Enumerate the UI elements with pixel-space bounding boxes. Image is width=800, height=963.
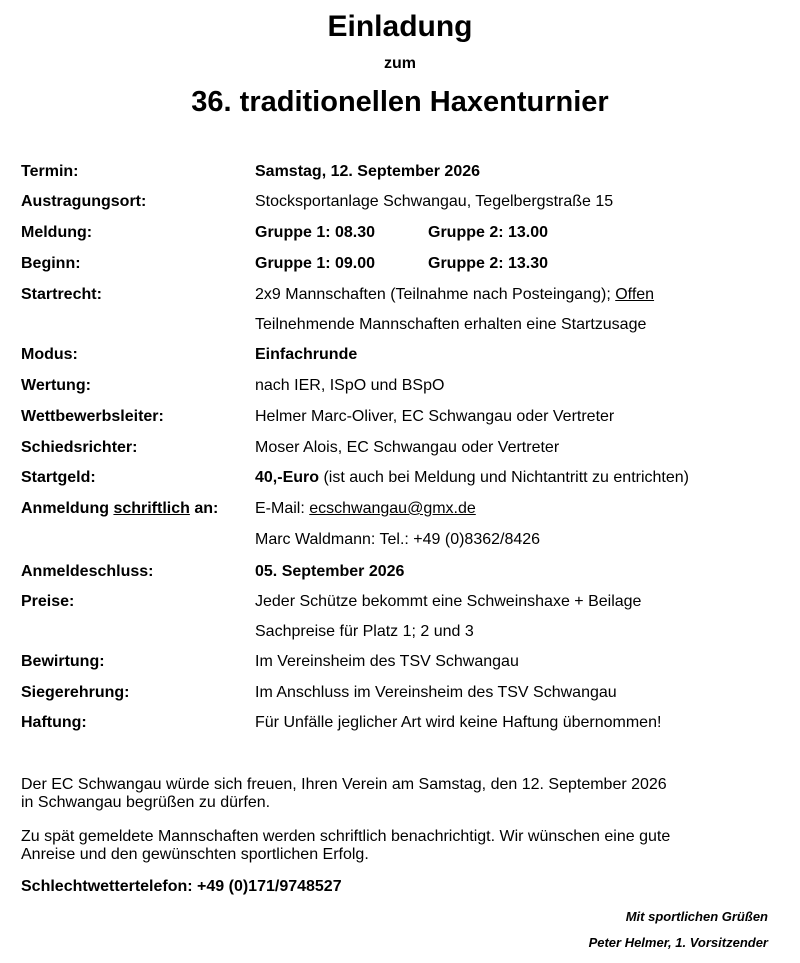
detail-row-startrecht-cont bbox=[21, 315, 781, 345]
beginn-gruppe-1: Gruppe 1: 09.00 bbox=[255, 255, 376, 272]
detail-row-anmeldung-cont bbox=[21, 530, 781, 560]
schiedsrichter-label: Schiedsrichter: bbox=[21, 439, 138, 456]
meldung-values bbox=[255, 223, 549, 243]
detail-row-modus bbox=[21, 345, 781, 375]
modus-value: Einfachrunde bbox=[255, 346, 358, 363]
wettbewerbsleiter-value: Helmer Marc-Oliver, EC Schwangau oder Vertreter bbox=[255, 408, 615, 425]
email-link[interactable]: ecschwangau@gmx.de bbox=[309, 500, 476, 517]
wertung-label: Wertung: bbox=[21, 377, 91, 394]
greeting: Mit sportlichen Grüßen bbox=[625, 909, 768, 924]
meldung-gruppe-1: Gruppe 1: 08.30 bbox=[255, 224, 376, 241]
closing-paragraph-2 bbox=[21, 828, 781, 864]
meldung-label: Meldung: bbox=[21, 224, 93, 241]
detail-row-startrecht bbox=[21, 285, 781, 315]
haftung-value: Für Unfälle jeglicher Art wird keine Haftung übernommen! bbox=[255, 714, 662, 731]
termin-value: Samstag, 12. September 2026 bbox=[255, 163, 481, 180]
detail-row-haftung bbox=[21, 713, 781, 743]
meldung-gruppe-2: Gruppe 2: 13.00 bbox=[428, 224, 549, 241]
detail-row-anmeldeschluss bbox=[21, 562, 781, 592]
detail-row-austragungsort bbox=[21, 192, 781, 222]
bewirtung-value: Im Vereinsheim des TSV Schwangau bbox=[255, 653, 519, 670]
startgeld-note: (ist auch bei Meldung und Nichtantritt zu entrichten) bbox=[319, 469, 689, 486]
signer: Peter Helmer, 1. Vorsitzender bbox=[588, 935, 768, 950]
closing-paragraph-2-line-2: Anreise und den gewünschten sportlichen Erfolg. bbox=[21, 846, 369, 863]
anmeldeschluss-value: 05. September 2026 bbox=[255, 563, 405, 580]
event-name: 36. traditionellen Haxenturnier bbox=[191, 86, 609, 118]
anmeldeschluss-label: Anmeldeschluss: bbox=[21, 563, 154, 580]
closing-paragraph-1 bbox=[21, 776, 781, 812]
startgeld-value bbox=[255, 468, 689, 488]
startrecht-line-2: Teilnehmende Mannschaften erhalten eine Startzusage bbox=[255, 316, 647, 333]
email-prefix: E-Mail: bbox=[255, 500, 310, 517]
anmeldung-label-post: an: bbox=[189, 500, 219, 517]
detail-row-preise bbox=[21, 592, 781, 622]
ort-label: Austragungsort: bbox=[21, 193, 147, 210]
preise-label: Preise: bbox=[21, 593, 75, 610]
closing-paragraph-2-line-1: Zu spät gemeldete Mannschaften werden schriftlich benachrichtigt. Wir wünschen eine gute bbox=[21, 828, 671, 845]
detail-row-anmeldung bbox=[21, 499, 781, 529]
weather-phone: Schlechtwettertelefon: +49 (0)171/9748527 bbox=[21, 878, 342, 895]
modus-label: Modus: bbox=[21, 346, 78, 363]
detail-row-termin bbox=[21, 162, 781, 192]
detail-row-meldung bbox=[21, 223, 781, 253]
closing-paragraph-1-line-1: Der EC Schwangau würde sich freuen, Ihren Verein am Samstag, den 12. September 2026 bbox=[21, 776, 667, 793]
anmeldung-phone: Marc Waldmann: Tel.: +49 (0)8362/8426 bbox=[255, 531, 541, 548]
ort-value: Stocksportanlage Schwangau, Tegelbergstraße 15 bbox=[255, 193, 614, 210]
wertung-value: nach IER, ISpO und BSpO bbox=[255, 377, 445, 394]
beginn-gruppe-2: Gruppe 2: 13.30 bbox=[428, 255, 549, 272]
anmeldung-email-line bbox=[255, 499, 476, 519]
startrecht-text: 2x9 Mannschaften (Teilnahme nach Posteingang); bbox=[255, 286, 616, 303]
wettbewerbsleiter-label: Wettbewerbsleiter: bbox=[21, 408, 164, 425]
detail-row-wertung bbox=[21, 376, 781, 406]
startgeld-label: Startgeld: bbox=[21, 469, 96, 486]
anmeldung-label-schriftlich: schriftlich bbox=[113, 500, 190, 517]
closing-paragraph-1-line-2: in Schwangau begrüßen zu dürfen. bbox=[21, 794, 271, 811]
schiedsrichter-value: Moser Alois, EC Schwangau oder Vertreter bbox=[255, 439, 560, 456]
invitation-title: Einladung bbox=[327, 10, 473, 43]
termin-label: Termin: bbox=[21, 163, 79, 180]
detail-row-schiedsrichter bbox=[21, 438, 781, 468]
startrecht-offen-link: Offen bbox=[615, 286, 655, 303]
anmeldung-label-pre: Anmeldung bbox=[21, 500, 114, 517]
beginn-values bbox=[255, 254, 549, 274]
preise-line-2: Sachpreise für Platz 1; 2 und 3 bbox=[255, 623, 474, 640]
detail-row-startgeld bbox=[21, 468, 781, 498]
siegerehrung-label: Siegerehrung: bbox=[21, 684, 130, 701]
bewirtung-label: Bewirtung: bbox=[21, 653, 105, 670]
preise-line-1: Jeder Schütze bekommt eine Schweinshaxe + Beilage bbox=[255, 593, 642, 610]
anmeldung-label bbox=[21, 499, 218, 519]
invitation-subtitle: zum bbox=[384, 55, 416, 72]
detail-row-siegerehrung bbox=[21, 683, 781, 713]
siegerehrung-value: Im Anschluss im Vereinsheim des TSV Schwangau bbox=[255, 684, 617, 701]
detail-row-bewirtung bbox=[21, 652, 781, 682]
beginn-label: Beginn: bbox=[21, 255, 81, 272]
detail-row-wettbewerbsleiter bbox=[21, 407, 781, 437]
startgeld-amount: 40,-Euro bbox=[255, 469, 320, 486]
haftung-label: Haftung: bbox=[21, 714, 87, 731]
detail-row-beginn bbox=[21, 254, 781, 284]
startrecht-label: Startrecht: bbox=[21, 286, 102, 303]
detail-row-preise-cont bbox=[21, 622, 781, 652]
startrecht-line-1 bbox=[255, 285, 654, 305]
